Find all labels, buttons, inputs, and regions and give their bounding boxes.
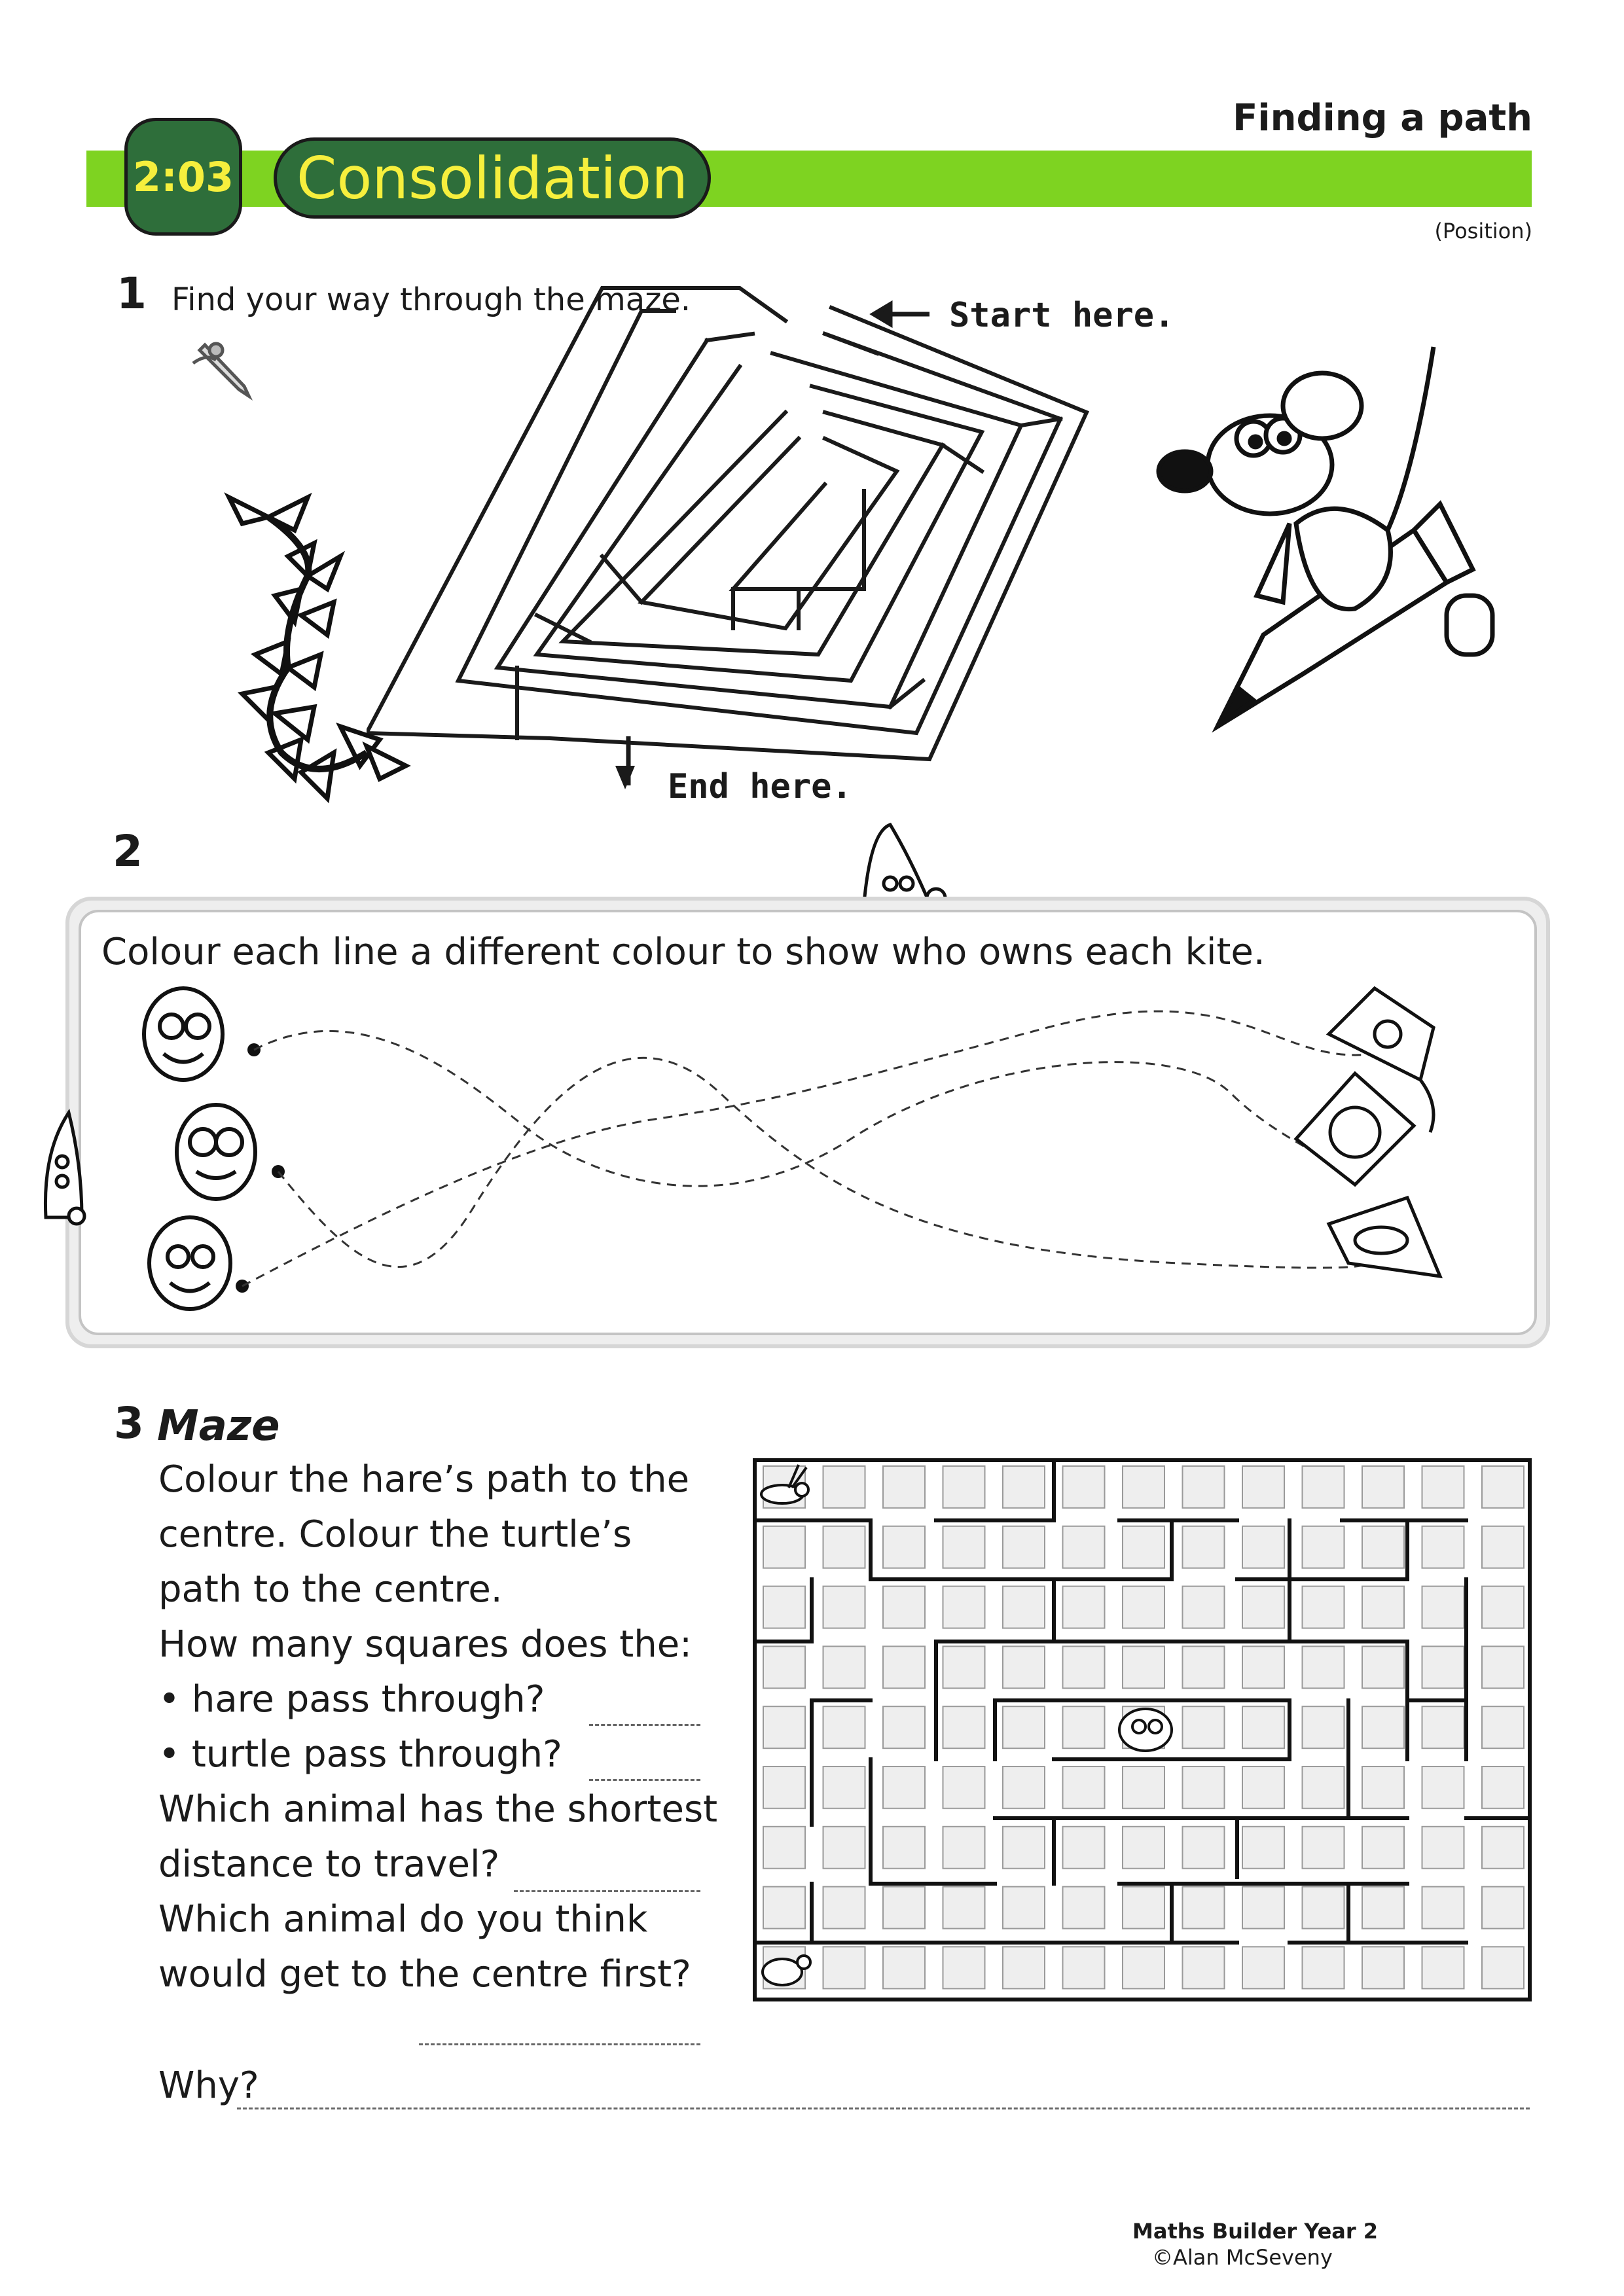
question-3-title: Maze (157, 1402, 280, 1450)
q3-line-8: distance to travel? (158, 1843, 500, 1886)
child-faces (144, 988, 255, 1309)
peeking-creature-top (838, 818, 956, 910)
footer-book-title: Maths Builder Year 2 (1132, 2219, 1379, 2244)
question-2-number: 2 (113, 826, 143, 876)
q3-line-1: Colour the hare’s path to the (158, 1458, 690, 1501)
section-title: Consolidation (274, 137, 711, 219)
start-label: Start here. (949, 296, 1175, 335)
kites (1296, 988, 1440, 1276)
question-1-number: 1 (117, 268, 147, 319)
first-to-centre-answer[interactable] (419, 2043, 700, 2045)
q3-line-2: centre. Colour the turtle’s (158, 1513, 632, 1556)
q3-line-10: would get to the centre first? (158, 1953, 691, 1996)
diamond-maze[interactable] (367, 275, 1106, 785)
topic-title: Finding a path (1233, 97, 1532, 139)
subtopic-label: (Position) (1434, 219, 1532, 243)
shortest-distance-answer[interactable] (514, 1890, 700, 1892)
question-2-instruction: Colour each line a different colour to show who owns each kite. (101, 931, 1265, 973)
q3-line-3: path to the centre. (158, 1568, 503, 1611)
why-label: Why? (158, 2064, 259, 2107)
mouse-on-pencil-illustration (1139, 308, 1519, 753)
kite-lines-puzzle[interactable] (131, 975, 1473, 1342)
q3-line-4: How many squares does the: (158, 1623, 693, 1666)
peeking-creature-left (36, 1100, 95, 1230)
q3-line-5: • hare pass through? (158, 1678, 545, 1721)
section-code-badge: 2:03 (124, 118, 242, 236)
why-answer-line[interactable] (237, 2108, 1530, 2109)
footer-copyright: ©Alan McSeveny (1152, 2245, 1333, 2270)
q3-line-9: Which animal do you think (158, 1898, 648, 1941)
caterpillar-illustration (216, 478, 412, 818)
pencil-icon (187, 331, 259, 403)
q3-line-7: Which animal has the shortest (158, 1788, 718, 1831)
q3-line-6: • turtle pass through? (158, 1733, 562, 1776)
hare-squares-answer[interactable] (589, 1724, 700, 1726)
turtle-squares-answer[interactable] (589, 1779, 700, 1781)
centre-target-icon (1119, 1709, 1172, 1751)
grid-maze[interactable] (753, 1458, 1532, 2001)
question-3-number: 3 (114, 1398, 144, 1448)
end-label: End here. (668, 767, 852, 806)
question-1-instruction: Find your way through the maze. (171, 281, 691, 318)
